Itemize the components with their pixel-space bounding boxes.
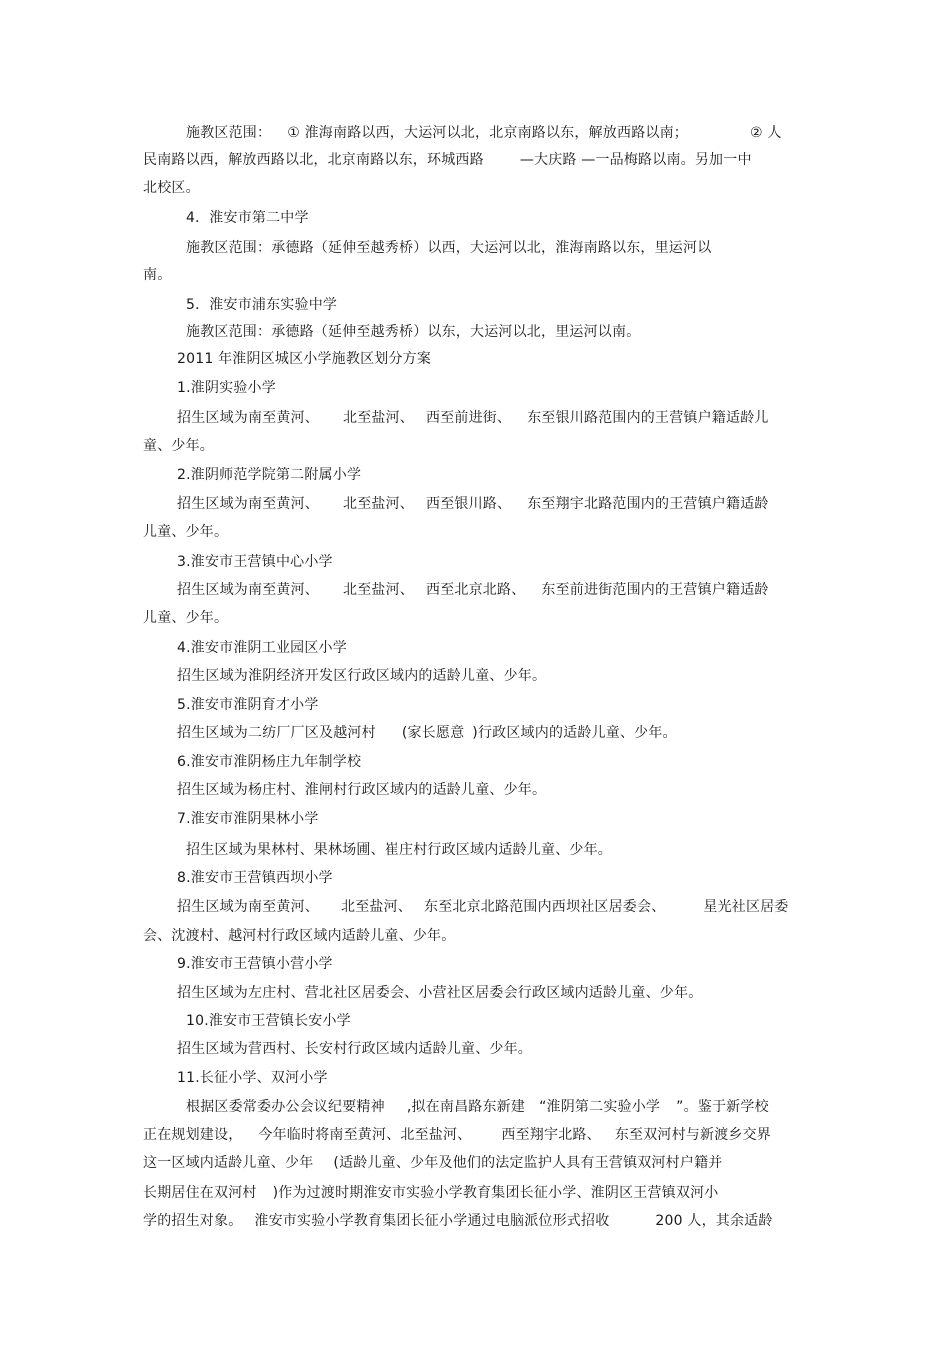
paragraph-line: 会、沈渡村、越河村行政区域内适龄儿童、少年。 <box>143 928 456 944</box>
text-run: 招生区域为南至黄河、 <box>177 410 319 426</box>
school-title: 4.淮安市淮阴工业园区小学 <box>177 640 347 656</box>
text-run: 淮安市实验小学教育集团长征小学通过电脑派位形式招收 <box>254 1213 610 1229</box>
text-run: 北至盐河、 <box>343 496 414 512</box>
paragraph-line <box>143 1183 718 1203</box>
school-title: 11.长征小学、双河小学 <box>177 1070 328 1086</box>
school-title: 2.淮阴师范学院第二附属小学 <box>177 467 362 483</box>
text-run: 北至盐河、 <box>343 410 414 426</box>
text-run: )行政区域内的适龄儿童、少年。 <box>472 725 677 741</box>
text-run: 今年临时将南至黄河、北至盐河、 <box>258 1127 472 1143</box>
paragraph-line: 招生区域为果林村、果林场圃、崔庄村行政区域内适龄儿童、少年。 <box>186 842 612 858</box>
paragraph-line: 招生区域为左庄村、营北社区居委会、小营社区居委会行政区域内适龄儿童、少年。 <box>177 985 703 1001</box>
text-run: 东至银川路范围内的王营镇户籍适龄儿 <box>527 410 769 426</box>
paragraph-line <box>186 123 782 143</box>
text-run: 招生区域为南至黄河、 <box>177 496 319 512</box>
text-run: 西至前进街、 <box>426 410 512 426</box>
paragraph-line: 儿童、少年。 <box>143 610 229 626</box>
paragraph-line <box>143 1211 773 1231</box>
paragraph-line: 招生区域为杨庄村、淮闸村行政区域内的适龄儿童、少年。 <box>177 782 547 798</box>
plan-title: 2011 年淮阴区城区小学施教区划分方案 <box>177 351 432 367</box>
school-title: 7.淮安市淮阴果林小学 <box>177 811 319 827</box>
school-title: 3.淮安市王营镇中心小学 <box>177 554 333 570</box>
text-run: 民南路以西，解放西路以北，北京南路以东，环城西路 <box>143 152 484 168</box>
text-run: ① 淮海南路以西，大运河以北，北京南路以东，解放西路以南； <box>287 125 689 141</box>
text-run: 这一区域内适龄儿童、少年 <box>143 1155 314 1171</box>
text-run: 东至双河村与新渡乡交界 <box>614 1127 772 1143</box>
text-run: 西至银川路、 <box>426 496 512 512</box>
text-run: ”。鉴于新学校 <box>676 1099 769 1115</box>
paragraph-line <box>177 723 677 743</box>
school-title: 6.淮安市淮阴杨庄九年制学校 <box>177 754 362 770</box>
text-run: 正在规划建设， <box>143 1127 243 1143</box>
text-run: 东至前进街范围内的王营镇户籍适龄 <box>541 582 769 598</box>
paragraph-line: 施教区范围：承德路（延伸至越秀桥）以西，大运河以北，淮海南路以东，里运河以 <box>186 240 712 256</box>
paragraph-line: 招生区域为淮阴经济开发区行政区域内的适龄儿童、少年。 <box>177 668 547 684</box>
text-run: 北至盐河、 <box>341 899 412 915</box>
text-run: (家长愿意 <box>401 725 465 741</box>
paragraph-line: 儿童、少年。 <box>143 524 229 540</box>
text-run: 200 人，其余适龄 <box>655 1213 773 1229</box>
paragraph-line <box>186 1097 769 1117</box>
text-run: 东至北京北路范围内西坝社区居委会、 <box>424 899 666 915</box>
text-run: )作为过渡时期淮安市实验小学教育集团长征小学、淮阴区王营镇双河小 <box>272 1185 719 1201</box>
text-run: 施教区范围： <box>186 125 272 141</box>
text-run: 根据区委常委办公会议纪要精神 <box>186 1099 385 1115</box>
school-title: 8.淮安市王营镇西坝小学 <box>177 870 333 886</box>
text-run: 招生区域为南至黄河、 <box>177 582 319 598</box>
paragraph-line: 施教区范围：承德路（延伸至越秀桥）以东，大运河以北，里运河以南。 <box>186 324 641 340</box>
paragraph-line <box>177 580 769 600</box>
text-run: “淮阴第二实验小学 <box>539 1099 661 1115</box>
text-run: 星光社区居委 <box>703 899 789 915</box>
text-run: 招生区域为南至黄河、 <box>177 899 319 915</box>
paragraph-line: 南。 <box>143 267 172 283</box>
section-heading: 4．淮安市第二中学 <box>186 210 309 226</box>
school-title: 10.淮安市王营镇长安小学 <box>186 1013 351 1029</box>
paragraph-line <box>177 408 769 428</box>
school-title: 1.淮阴实验小学 <box>177 380 276 396</box>
paragraph-line <box>177 897 789 917</box>
text-run: ,拟在南昌路东新建 <box>406 1099 526 1115</box>
paragraph-line <box>143 1125 771 1145</box>
school-title: 5.淮安市淮阴育才小学 <box>177 697 319 713</box>
paragraph-line: 北校区。 <box>143 180 200 196</box>
text-run: 西至北京北路、 <box>426 582 526 598</box>
paragraph-line <box>143 1153 722 1173</box>
text-run: 东至翔宇北路范围内的王营镇户籍适龄 <box>527 496 769 512</box>
text-run: 学的招生对象。 <box>143 1213 243 1229</box>
school-title: 9.淮安市王营镇小营小学 <box>177 956 333 972</box>
text-run: 长期居住在双河村 <box>143 1185 257 1201</box>
text-run: 北至盐河、 <box>343 582 414 598</box>
paragraph-line <box>143 150 752 170</box>
text-run: ② 人 <box>750 125 782 141</box>
text-run: (适龄儿童、少年及他们的法定监护人具有王营镇双河村户籍并 <box>333 1155 723 1171</box>
paragraph-line: 童、少年。 <box>143 438 214 454</box>
section-heading: 5．淮安市浦东实验中学 <box>186 297 338 313</box>
text-run: 西至翔宇北路、 <box>501 1127 601 1143</box>
paragraph-line <box>177 494 769 514</box>
text-run: —大庆路 —一品梅路以南。另加一中 <box>519 152 752 168</box>
paragraph-line: 招生区域为营西村、长安村行政区域内适龄儿童、少年。 <box>177 1041 532 1057</box>
text-run: 招生区域为二纺厂厂区及越河村 <box>177 725 376 741</box>
